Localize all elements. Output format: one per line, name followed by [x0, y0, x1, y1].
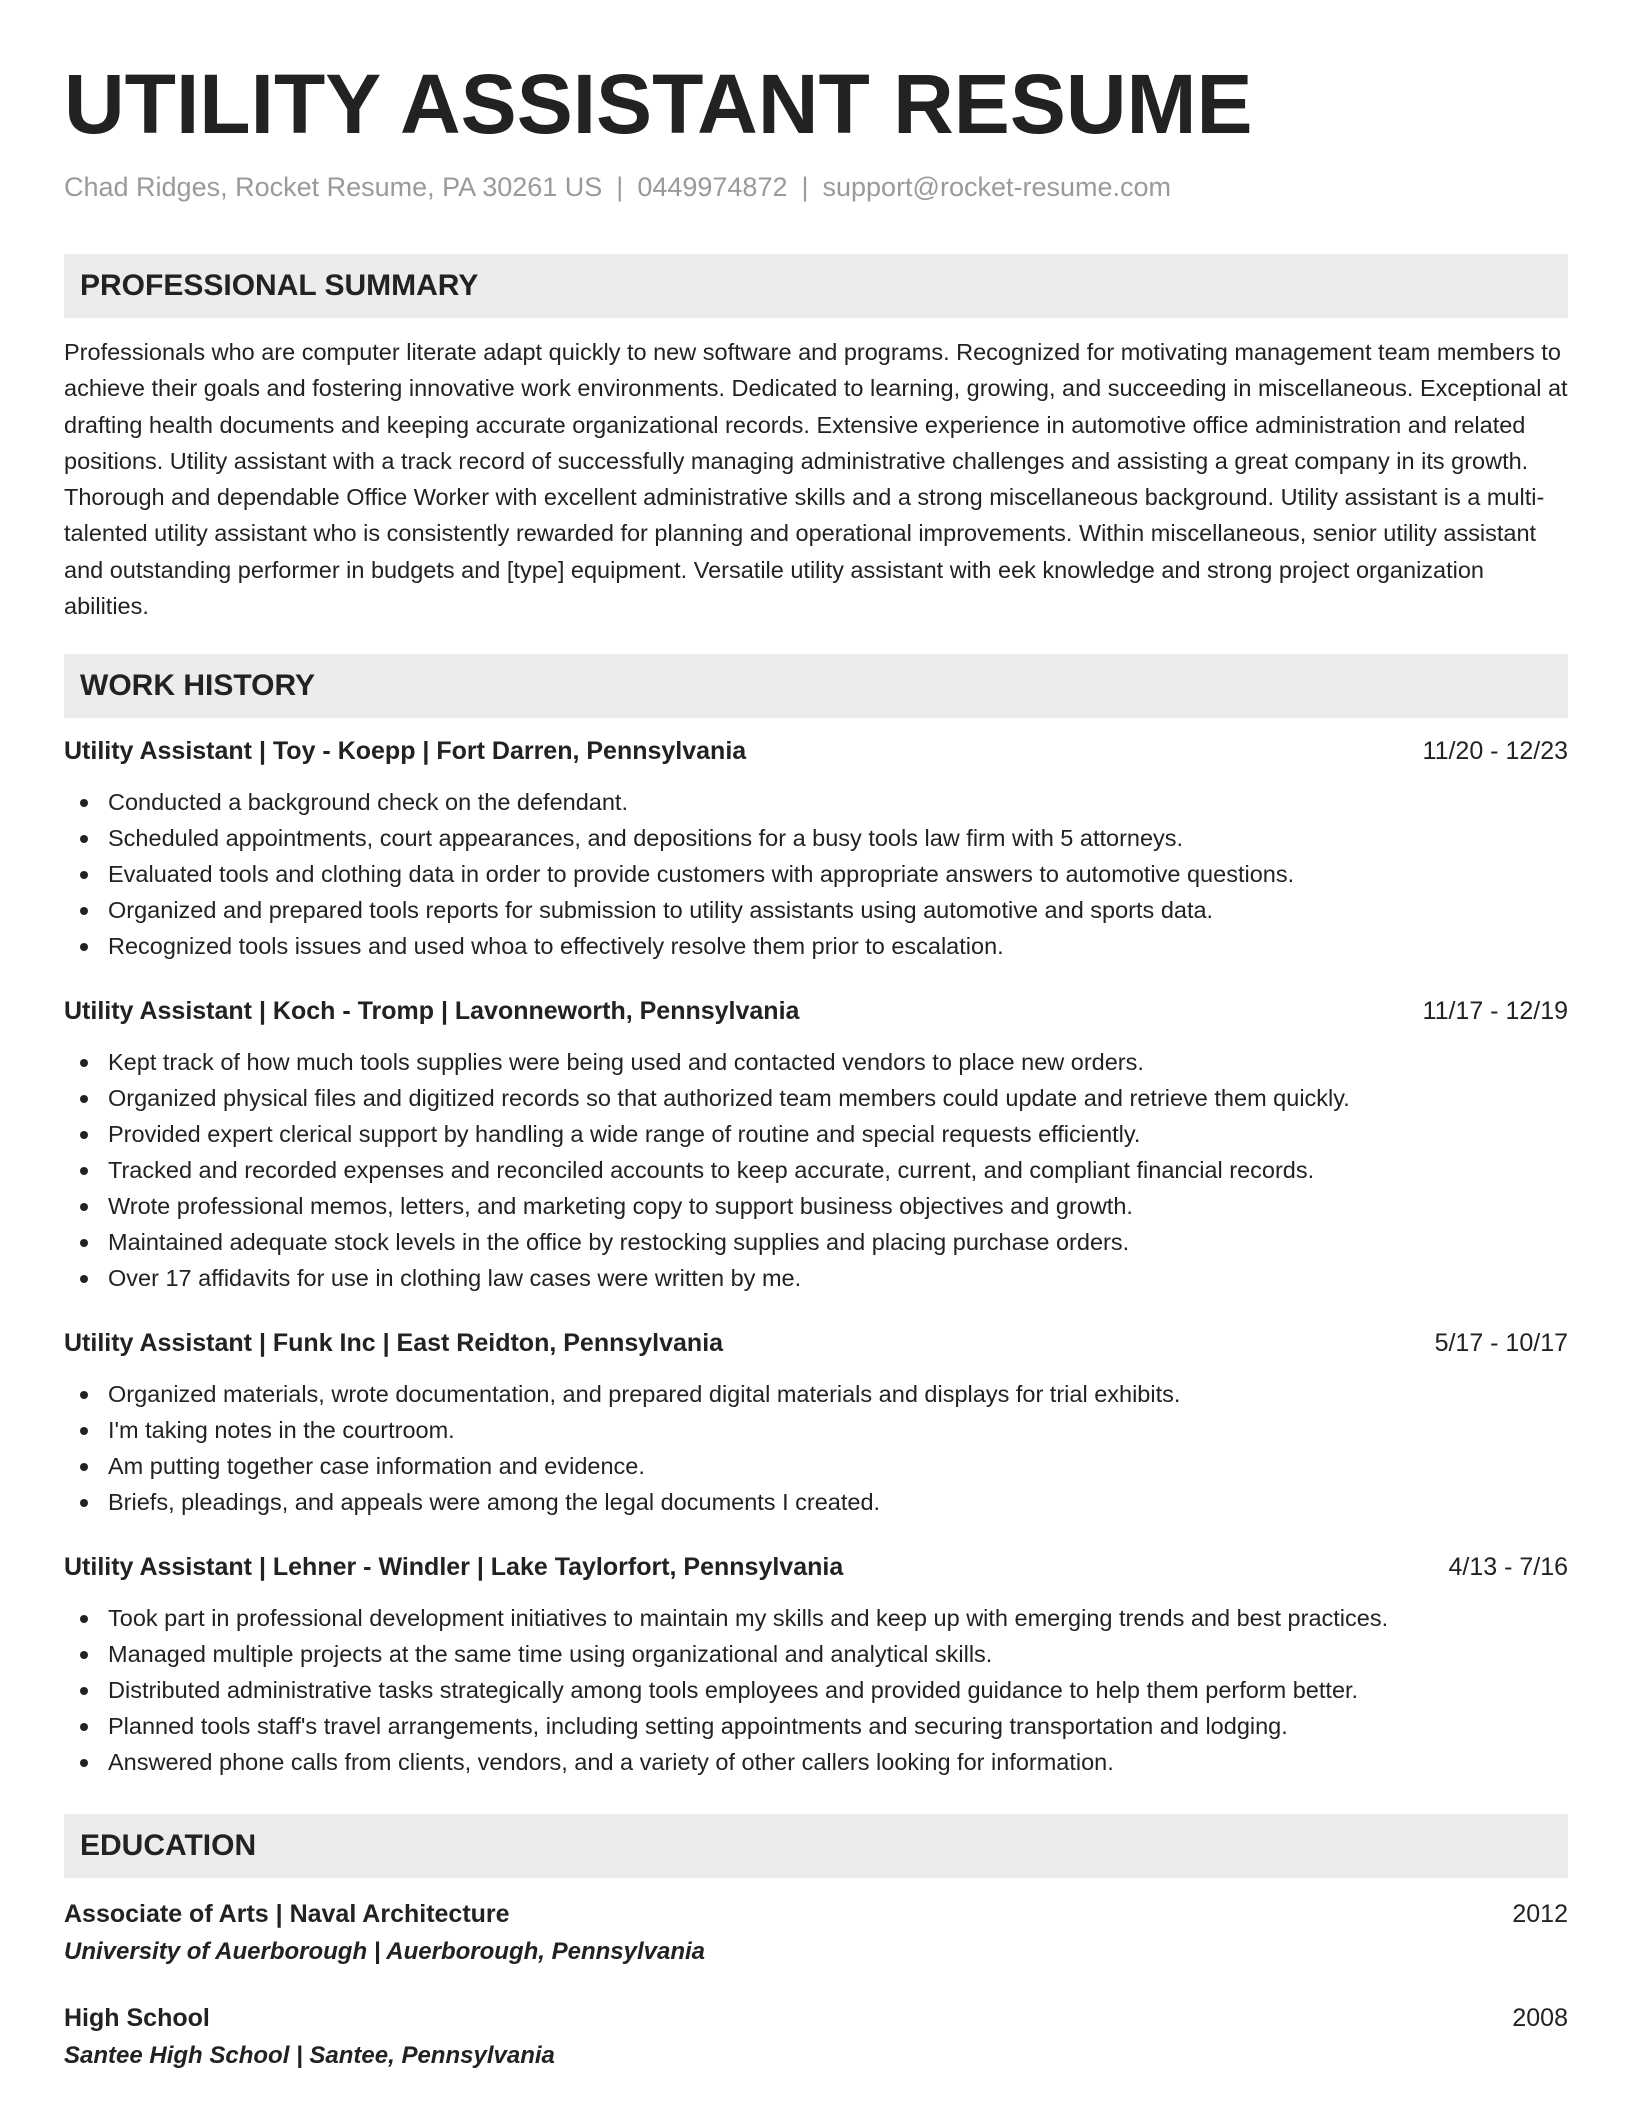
education-header — [64, 2000, 1568, 2036]
job-title: Utility Assistant | Koch - Tromp | Lavonneworth, Pennsylvania — [64, 997, 800, 1026]
job-bullet: Managed multiple projects at the same time using organizational and analytical skills. — [64, 1636, 1568, 1672]
job-dates: 11/17 - 12/19 — [1422, 997, 1568, 1026]
education-degree: Associate of Arts | Naval Architecture — [64, 1900, 510, 1929]
job-bullet: Took part in professional development initiatives to maintain my skills and keep up with emerging trends and best practices. — [64, 1600, 1568, 1636]
job-bullet: Evaluated tools and clothing data in order to provide customers with appropriate answers to automotive questions. — [64, 856, 1568, 892]
job-title: Utility Assistant | Lehner - Windler | Lake Taylorfort, Pennsylvania — [64, 1553, 844, 1582]
job-bullet: Maintained adequate stock levels in the office by restocking supplies and placing purchase orders. — [64, 1224, 1568, 1260]
job-entry — [64, 1550, 1568, 1780]
education-degree: High School — [64, 2004, 210, 2033]
job-bullets — [64, 1376, 1568, 1520]
job-bullet: Tracked and recorded expenses and reconciled accounts to keep accurate, current, and compliant financial records. — [64, 1152, 1568, 1188]
job-bullet: Wrote professional memos, letters, and marketing copy to support business objectives and growth. — [64, 1188, 1568, 1224]
job-bullet: Organized and prepared tools reports for submission to utility assistants using automotive and sports data. — [64, 892, 1568, 928]
education-entry — [64, 2000, 1568, 2076]
job-bullet: Over 17 affidavits for use in clothing law cases were written by me. — [64, 1260, 1568, 1296]
job-bullets — [64, 1600, 1568, 1780]
job-title: Utility Assistant | Toy - Koepp | Fort Darren, Pennsylvania — [64, 737, 747, 766]
job-entry — [64, 734, 1568, 964]
job-header — [64, 734, 1568, 768]
job-bullets — [64, 1044, 1568, 1296]
job-header — [64, 1326, 1568, 1360]
job-bullet: I'm taking notes in the courtroom. — [64, 1412, 1568, 1448]
education-header — [64, 1896, 1568, 1932]
education-entry — [64, 1896, 1568, 1972]
section-heading-education: EDUCATION — [64, 1814, 1568, 1878]
job-header — [64, 1550, 1568, 1584]
education-school: Santee High School | Santee, Pennsylvania — [64, 2042, 555, 2070]
job-title: Utility Assistant | Funk Inc | East Reidton, Pennsylvania — [64, 1329, 724, 1358]
contact-line — [64, 170, 1568, 204]
job-bullet: Distributed administrative tasks strategically among tools employees and provided guidance to help them perform better. — [64, 1672, 1568, 1708]
section-heading-summary: PROFESSIONAL SUMMARY — [64, 254, 1568, 318]
job-dates: 5/17 - 10/17 — [1434, 1329, 1568, 1358]
job-bullet: Answered phone calls from clients, vendors, and a variety of other callers looking for information. — [64, 1744, 1568, 1780]
job-dates: 11/20 - 12/23 — [1422, 737, 1568, 766]
job-bullet: Provided expert clerical support by handling a wide range of routine and special requests efficiently. — [64, 1116, 1568, 1152]
job-bullet: Recognized tools issues and used whoa to effectively resolve them prior to escalation. — [64, 928, 1568, 964]
job-bullet: Organized materials, wrote documentation, and prepared digital materials and displays for trial exhibits. — [64, 1376, 1568, 1412]
contact-separator: | — [801, 172, 809, 202]
job-bullet: Scheduled appointments, court appearances, and depositions for a busy tools law firm with 5 attorneys. — [64, 820, 1568, 856]
job-header — [64, 994, 1568, 1028]
job-dates: 4/13 - 7/16 — [1448, 1553, 1568, 1582]
job-bullet: Briefs, pleadings, and appeals were among the legal documents I created. — [64, 1484, 1568, 1520]
job-bullet: Am putting together case information and evidence. — [64, 1448, 1568, 1484]
contact-address: Chad Ridges, Rocket Resume, PA 30261 US — [64, 172, 603, 202]
job-bullet: Kept track of how much tools supplies were being used and contacted vendors to place new orders. — [64, 1044, 1568, 1080]
job-bullet: Planned tools staff's travel arrangements, including setting appointments and securing transportation and lodging. — [64, 1708, 1568, 1744]
education-year: 2012 — [1512, 1900, 1568, 1929]
contact-separator: | — [616, 172, 624, 202]
work-history-list — [64, 734, 1568, 1780]
education-list — [64, 1896, 1568, 2076]
section-heading-work-history: WORK HISTORY — [64, 654, 1568, 718]
job-bullet: Conducted a background check on the defendant. — [64, 784, 1568, 820]
education-school: University of Auerborough | Auerborough, Pennsylvania — [64, 1938, 706, 1966]
contact-email: support@rocket-resume.com — [822, 172, 1172, 202]
job-entry — [64, 1326, 1568, 1520]
summary-text: Professionals who are computer literate adapt quickly to new software and programs. Recognized for motivating management team members to achieve their goals and fostering innovative work environments. Dedicated to learning, growing, and succeeding in miscellaneous. Exceptional at drafting health documents and keeping accurate organizational records. Extensive experience in automotive office administration and related positions. Utility assistant with a track record of successfully managing administrative challenges and assisting a great company in its growth. Thorough and dependable Office Worker with excellent administrative skills and a strong miscellaneous background. Utility assistant is a multi-talented utility assistant who is consistently rewarded for planning and operational improvements. Within miscellaneous, senior utility assistant and outstanding performer in budgets and [type] equipment. Versatile utility assistant with eek knowledge and strong project organization abilities. — [64, 339, 1568, 620]
resume-title: UTILITY ASSISTANT RESUME — [64, 57, 1253, 151]
job-bullet: Organized physical files and digitized records so that authorized team members could update and retrieve them quickly. — [64, 1080, 1568, 1116]
contact-phone: 0449974872 — [637, 172, 788, 202]
job-bullets — [64, 784, 1568, 964]
education-year: 2008 — [1512, 2004, 1568, 2033]
job-entry — [64, 994, 1568, 1296]
